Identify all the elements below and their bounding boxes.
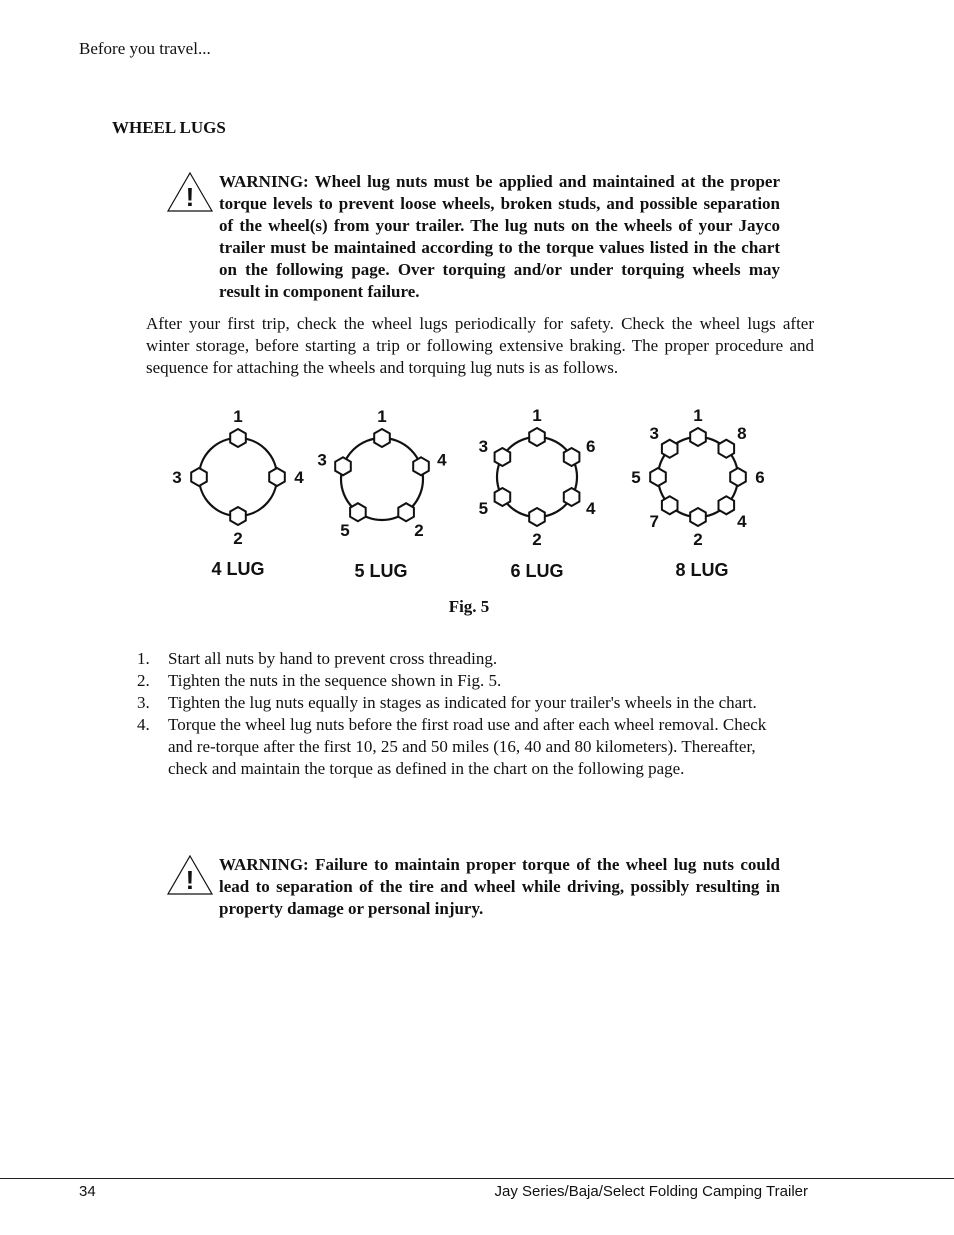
lug-sequence-number: 7 (649, 511, 659, 531)
warning-symbol: ! (185, 865, 195, 895)
lug-sequence-number: 4 (294, 468, 304, 487)
step-number: 4. (137, 715, 150, 734)
list-item (137, 670, 787, 692)
lug-nut (374, 429, 390, 447)
lug-diagrams (0, 395, 954, 595)
lug-sequence-number: 1 (693, 406, 703, 425)
lug-nut (230, 507, 246, 525)
lug-sequence-number: 2 (233, 529, 243, 548)
lug-nut (564, 448, 580, 466)
list-item (137, 648, 787, 670)
lug-sequence-number: 2 (693, 530, 703, 549)
lug-diagram (479, 406, 596, 581)
lug-nut (730, 468, 746, 486)
lug-sequence-number: 1 (233, 407, 243, 426)
lug-nut (662, 496, 678, 514)
list-item (137, 692, 787, 714)
document-title: Jay Series/Baja/Select Folding Camping Trailer (494, 1183, 808, 1200)
lug-sequence-number: 3 (649, 424, 659, 444)
lug-sequence-number: 2 (414, 521, 424, 540)
lug-sequence-number: 6 (585, 437, 596, 456)
lug-nut (350, 503, 366, 521)
lug-nut (529, 508, 545, 526)
lug-nut (690, 428, 706, 446)
step-text: Tighten the lug nuts equally in stages as indicated for your trailer's wheels in the chart. (168, 693, 757, 712)
lug-sequence-number: 5 (478, 499, 489, 518)
wheel-circle (199, 438, 277, 516)
lug-type-label: 4 LUG (211, 559, 265, 579)
step-number: 1. (137, 649, 150, 668)
lug-nut (495, 488, 511, 506)
lug-sequence-number: 2 (532, 530, 542, 549)
lug-diagram (317, 407, 447, 581)
lug-nut (191, 468, 207, 486)
lug-sequence-number: 4 (585, 499, 596, 518)
lug-nut (230, 429, 246, 447)
lug-nut (650, 468, 666, 486)
list-item (137, 714, 787, 780)
warning-block-2 (166, 854, 780, 920)
lug-sequence-number: 8 (737, 424, 747, 444)
warning-triangle-icon (166, 854, 214, 896)
lug-nut (690, 508, 706, 526)
lug-type-label: 8 LUG (675, 560, 729, 580)
lug-nut (335, 457, 351, 475)
lug-type-label: 6 LUG (510, 561, 564, 581)
lug-sequence-number: 4 (737, 511, 747, 531)
warning-text-2: WARNING: Failure to maintain proper torque of the wheel lug nuts could lead to separation of the tire and wheel while driving, possibly resulting in property damage or personal injury. (219, 855, 780, 918)
step-number: 3. (137, 693, 150, 712)
page-number: 34 (79, 1183, 96, 1200)
lug-sequence-number: 1 (532, 406, 542, 425)
footer-rule (0, 1178, 954, 1179)
lug-nut (719, 496, 735, 514)
lug-nut (564, 488, 580, 506)
intro-paragraph: After your first trip, check the wheel lugs periodically for safety. Check the wheel lugs after winter storage, before starting a trip or following extensive braking. The proper procedure and sequence for attaching the wheels and torquing lug nuts is as follows. (146, 314, 814, 377)
lug-diagram (172, 407, 304, 579)
step-text: Start all nuts by hand to prevent cross threading. (168, 649, 498, 668)
warning-block-1 (166, 171, 780, 303)
warning-symbol: ! (185, 182, 195, 212)
step-text: Torque the wheel lug nuts before the first road use and after each wheel removal. Check and re-torque after the first 10, 25 and 50 miles (16, 40 and 80 kilometers). Thereafter, check and maintain the torque as defined in the chart on the following page. (168, 715, 767, 778)
lug-nut (413, 457, 429, 475)
lug-sequence-number: 3 (172, 468, 182, 487)
figure-caption: Fig. 5 (448, 597, 490, 616)
lug-sequence-number: 4 (437, 450, 447, 470)
lug-sequence-number: 3 (317, 450, 327, 470)
lug-sequence-number: 3 (478, 437, 489, 456)
warning-text-1: WARNING: Wheel lug nuts must be applied and maintained at the proper torque levels to prevent loose wheels, broken studs, and possible separation of the wheel(s) from your trailer. The lug nuts on the wheels of your Jayco trailer must be maintained according to the torque values listed in the chart on the following page. Over torquing and/or under torquing wheels may result in component failure. (219, 172, 780, 301)
lug-nut (662, 440, 678, 458)
wheel-circle (497, 437, 577, 517)
step-number: 2. (137, 671, 150, 690)
warning-triangle-icon (166, 171, 214, 213)
lug-nut (269, 468, 285, 486)
running-header: Before you travel... (79, 39, 211, 58)
lug-nut (398, 503, 414, 521)
steps-list (137, 648, 787, 780)
lug-sequence-number: 5 (631, 468, 641, 487)
step-text: Tighten the nuts in the sequence shown in Fig. 5. (168, 671, 502, 690)
lug-nut (495, 448, 511, 466)
lug-sequence-number: 5 (340, 521, 350, 540)
lug-diagram (631, 406, 764, 580)
lug-sequence-number: 1 (377, 407, 387, 426)
lug-nut (529, 428, 545, 446)
section-heading: WHEEL LUGS (112, 118, 226, 137)
lug-nut (719, 440, 735, 458)
lug-sequence-number: 6 (755, 468, 765, 487)
lug-type-label: 5 LUG (354, 561, 408, 581)
lug-sequence-figure (0, 395, 954, 595)
